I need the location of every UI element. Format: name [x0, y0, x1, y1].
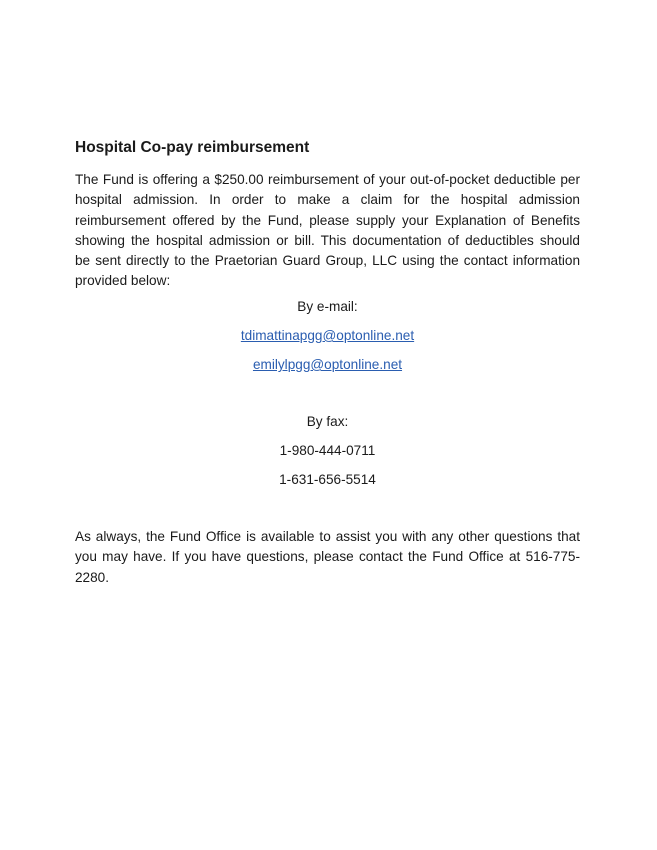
intro-line: hospital admission. In order to make a claim for the hospital admission — [75, 192, 580, 208]
intro-line: provided below: — [75, 273, 171, 289]
closing-line: you may have. If you have questions, please contact the Fund Office at 516-775- — [75, 549, 580, 565]
intro-line: The Fund is offering a $250.00 reimbursement of your out-of-pocket deductible per — [75, 172, 580, 187]
email-link-tdimattina[interactable]: tdimattinapgg@optonline.net — [240, 328, 415, 343]
intro-paragraph — [75, 170, 580, 292]
document-heading: Hospital Co-pay reimbursement — [75, 139, 310, 156]
email-row — [75, 357, 580, 372]
intro-line: showing the hospital admission or bill. This documentation of deductibles should — [75, 232, 580, 248]
intro-line: reimbursement offered by the Fund, please supply your Explanation of Benefits — [75, 212, 580, 228]
closing-paragraph — [75, 527, 580, 588]
fax-number: 1-980-444-0711 — [279, 443, 376, 458]
closing-line: As always, the Fund Office is available to assist you with any other questions that — [75, 529, 580, 544]
fax-label: By fax: — [306, 414, 349, 429]
email-link-emilyl[interactable]: emilylpgg@optonline.net — [252, 357, 403, 372]
intro-line: be sent directly to the Praetorian Guard Group, LLC using the contact information — [75, 253, 580, 269]
email-label: By e-mail: — [297, 299, 358, 314]
email-row — [75, 328, 580, 343]
fax-number: 1-631-656-5514 — [279, 472, 376, 487]
closing-line: 2280. — [75, 569, 110, 585]
